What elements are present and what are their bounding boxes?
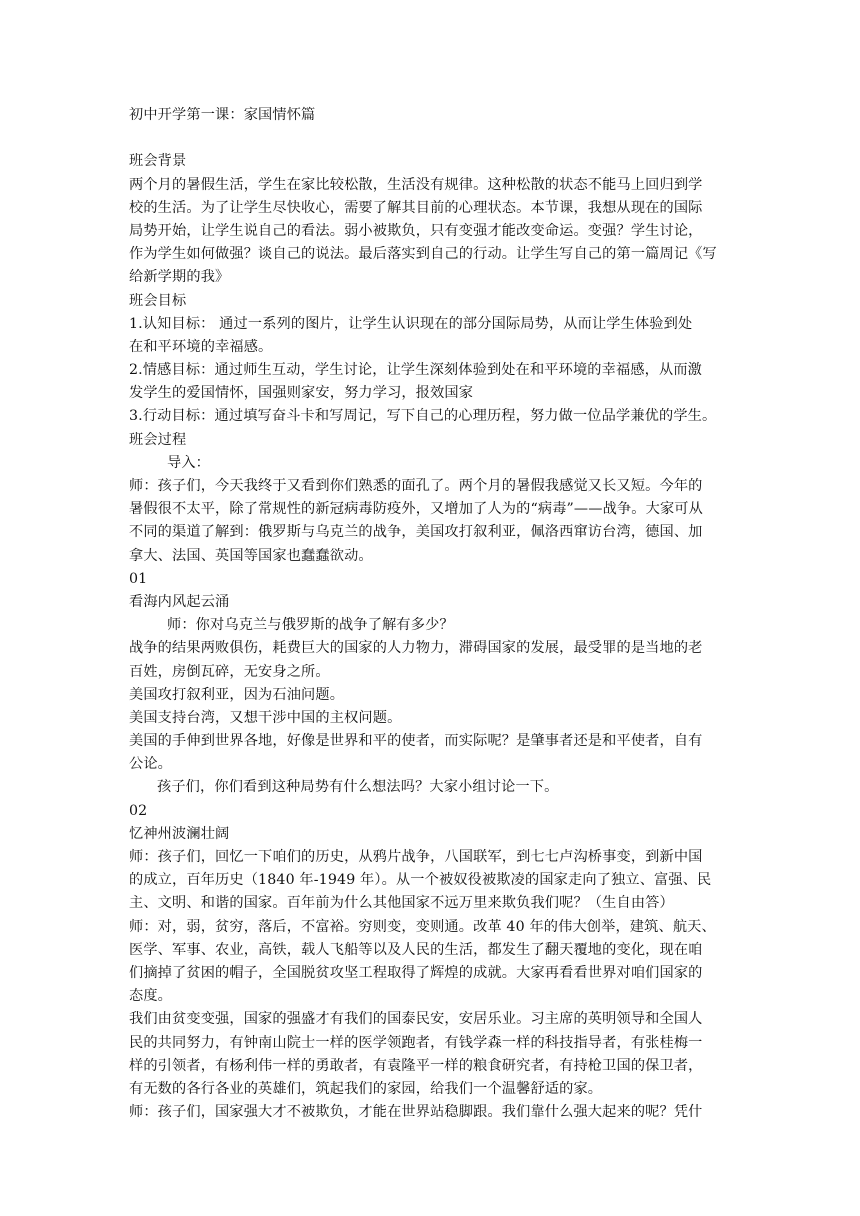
text-line: 态度。 xyxy=(129,988,173,1005)
text-line: 样的引领者，有杨利伟一样的勇敢者，有袁隆平一样的粮食研究者，有持枪卫国的保卫者， xyxy=(129,1057,703,1074)
text-line: 班会目标 xyxy=(129,292,187,309)
text-line: 的成立，百年历史（1840 年-1949 年）。从一个被奴役被欺凌的国家走向了独立、富强、民 xyxy=(129,872,712,889)
text-line: 美国的手伸到世界各地，好像是世界和平的使者，而实际呢？是肇事者还是和平使者，自有 xyxy=(129,733,703,750)
text-line: 民的共同努力，有钟南山院士一样的医学领跑者，有钱学森一样的科技指导者，有张桂梅一 xyxy=(129,1034,703,1051)
text-line: 公论。 xyxy=(129,756,173,773)
text-line: 班会背景 xyxy=(129,153,187,170)
text-line: 医学、军事、农业，高铁，载人飞船等以及人民的生活，都发生了翻天覆地的变化，现在咱 xyxy=(129,941,703,958)
text-line: 班会过程 xyxy=(129,431,187,448)
text-line: 导入： xyxy=(167,454,211,471)
text-line: 师：你对乌克兰与俄罗斯的战争了解有多少？ xyxy=(167,617,454,634)
text-line: 师：孩子们，回忆一下咱们的历史，从鸦片战争，八国联军，到七七卢沟桥事变，到新中国 xyxy=(129,849,703,865)
text-line: 有无数的各行各业的英雄们，筑起我们的家园，给我们一个温馨舒适的家。 xyxy=(129,1080,603,1097)
text-line: 发学生的爱国情怀，国强则家安，努力学习，报效国家 xyxy=(129,385,474,402)
document-page xyxy=(129,104,741,1124)
text-line: 局势开始，让学生说自己的看法。弱小被欺负，只有变强才能改变命运。变强？学生讨论， xyxy=(129,222,703,239)
text-line: 在和平环境的幸福感。 xyxy=(129,338,273,355)
text-line: 2.情感目标：通过师生互动，学生讨论，让学生深刻体验到处在和平环境的幸福感，从而激 xyxy=(129,362,703,379)
text-line: 师：孩子们，国家强大才不被欺负，才能在世界站稳脚跟。我们靠什么强大起来的呢？凭什 xyxy=(129,1104,703,1121)
text-line: 02 xyxy=(129,802,148,819)
text-line: 两个月的暑假生活，学生在家比较松散，生活没有规律。这种松散的状态不能马上回归到学 xyxy=(129,176,703,193)
text-line: 拿大、法国、英国等国家也蠢蠢欲动。 xyxy=(129,547,373,564)
text-line: 01 xyxy=(129,570,148,587)
blank-line xyxy=(129,127,741,150)
text-line: 战争的结果两败俱伤，耗费巨大的国家的人力物力，滞碍国家的发展，最受罪的是当地的老 xyxy=(129,640,703,657)
text-line: 美国支持台湾，又想干涉中国的主权问题。 xyxy=(129,709,402,726)
text-line: 暑假很不太平，除了常规性的新冠病毒防疫外，又增加了人为的“病毒”——战争。大家可从 xyxy=(129,501,703,518)
text-line: 主、文明、和谐的国家。百年前为什么其他国家不远万里来欺负我们呢？（生自由答） xyxy=(129,895,674,912)
document-title: 初中开学第一课：家国情怀篇 xyxy=(129,107,316,123)
text-line: 我们由贫变变强，国家的强盛才有我们的国泰民安，安居乐业。习主席的英明领导和全国人 xyxy=(129,1011,703,1028)
text-line: 1.认知目标： 通过一系列的图片，让学生认识现在的部分国际局势，从而让学生体验到处 xyxy=(129,315,693,332)
text-line: 不同的渠道了解到：俄罗斯与乌克兰的战争，美国攻打叙利亚，佩洛西窜访台湾，德国、加 xyxy=(129,524,703,541)
text-line: 作为学生如何做强？谈自己的说法。最后落实到自己的行动。让学生写自己的第一篇周记《写 xyxy=(129,246,717,263)
text-line: 3.行动目标：通过填写奋斗卡和写周记，写下自己的心理历程，努力做一位品学兼优的学生。 xyxy=(129,408,717,425)
text-line: 给新学期的我》 xyxy=(129,269,230,286)
text-line: 孩子们，你们看到这种局势有什么想法吗？大家小组讨论一下。 xyxy=(157,779,559,796)
text-line: 百姓，房倒瓦碎，无安身之所。 xyxy=(129,663,330,680)
text-line: 美国攻打叙利亚，因为石油问题。 xyxy=(129,686,345,703)
text-line: 忆神州波澜壮阔 xyxy=(129,825,230,842)
text-line: 校的生活。为了让学生尽快收心，需要了解其目前的心理状态。本节课，我想从现在的国际 xyxy=(129,199,703,216)
text-line: 师：孩子们，今天我终于又看到你们熟悉的面孔了。两个月的暑假我感觉又长又短。今年的 xyxy=(129,478,703,494)
text-line: 看海内风起云涌 xyxy=(129,593,230,610)
text-line: 师：对，弱，贫穷，落后，不富裕。穷则变，变则通。改革 40 年的伟大创举，建筑、航天、 xyxy=(129,918,716,935)
text-line: 们摘掉了贫困的帽子，全国脱贫攻坚工程取得了辉煌的成就。大家再看看世界对咱们国家的 xyxy=(129,964,703,981)
